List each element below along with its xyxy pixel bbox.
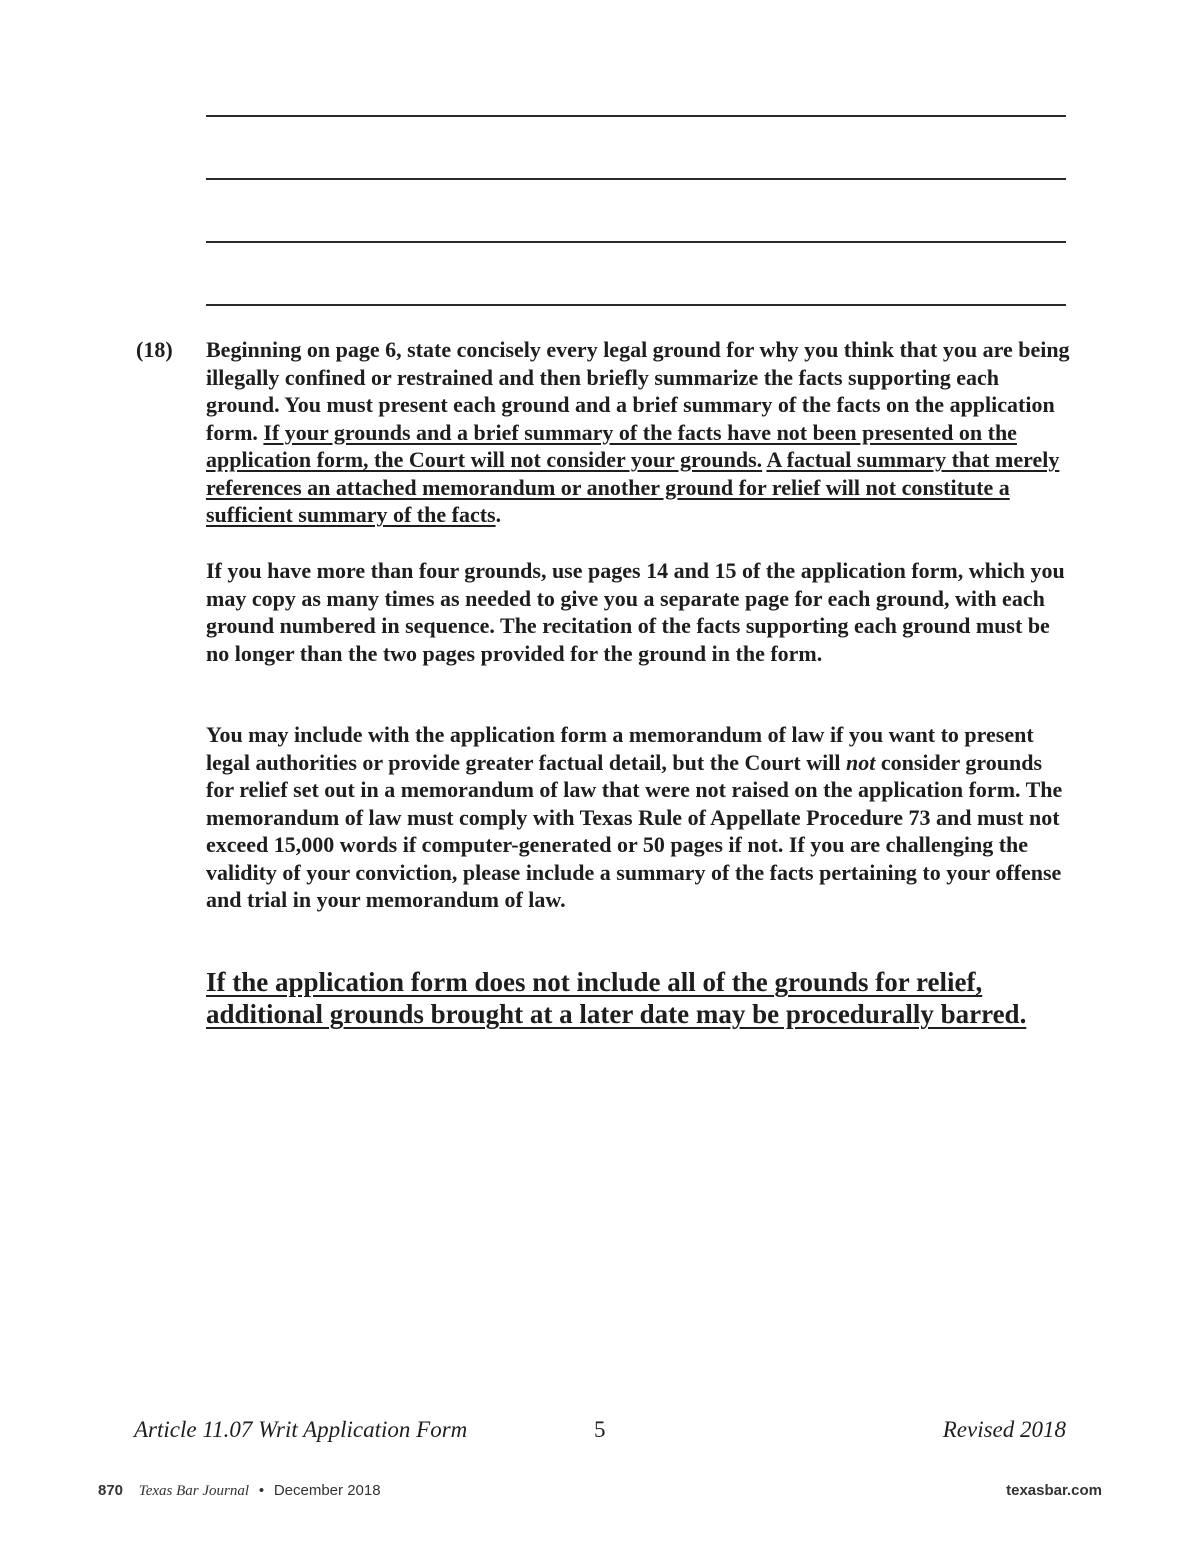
- p3-text-b: consider grounds for relief set out in a memorandum of law that were not raised on the application form. The memorandum of law must comply with Texas Rule of Appellate Procedure 73 and must not exceed 15,000 words if computer-generated or 50 pages if not. If you are challenging the validity of your conviction, please include a summary of the facts pertaining to your offense and trial in your memorandum of law.: [206, 749, 1063, 912]
- p1-text: Beginning on page 6, state concisely every legal ground for why you think that you are being illegally confined or restrained and then briefly summarize the facts supporting each ground. You must present each ground and a brief summary of the facts on the application form.: [206, 337, 1070, 445]
- blank-line-4: [206, 304, 1066, 306]
- footer-revision: Revised 2018: [942, 1417, 1066, 1442]
- instructions-paragraph-3: [206, 721, 1070, 914]
- footer-page-number: 5: [594, 1417, 606, 1442]
- instructions-paragraph-2: If you have more than four grounds, use pages 14 and 15 of the application form, which you may copy as many times as needed to give you a separate page for each ground, with each ground numbered in sequence. The recitation of the facts supporting each ground must be no longer than the two pages provided for the ground in the form.: [206, 558, 1065, 666]
- journal-separator: •: [258, 1482, 265, 1499]
- blank-line-3: [206, 241, 1066, 243]
- p1-underlined-warning: If your grounds and a brief summary of the facts have not been presented on the application form, the Court will not consider your grounds.: [206, 419, 1017, 472]
- item-number: (18): [136, 337, 173, 362]
- p1-period: .: [495, 502, 502, 527]
- p3-emphasis: not: [845, 749, 876, 775]
- journal-footer: [98, 1476, 1102, 1506]
- p3-text-a: You may include with the application form a memorandum of law if you want to present legal authorities or provide greater factual detail, but the Court will: [206, 722, 1034, 775]
- blank-line-1: [206, 115, 1066, 117]
- p1-underlined-summary-rule: A factual summary that merely references an attached memorandum or another ground for relief will not constitute a sufficient summary of the facts: [206, 447, 1060, 527]
- journal-page-number: 870: [98, 1482, 124, 1499]
- journal-date: December 2018: [273, 1482, 381, 1499]
- procedural-bar-warning: If the application form does not include all of the grounds for relief, additional grounds brought at a later date may be procedurally barred.: [206, 967, 1027, 1029]
- instructions-paragraph-1: [206, 336, 1070, 529]
- blank-line-2: [206, 178, 1066, 180]
- journal-name: Texas Bar Journal: [138, 1483, 250, 1499]
- footer-form-name: Article 11.07 Writ Application Form: [134, 1417, 468, 1442]
- journal-website: texasbar.com: [1006, 1482, 1102, 1499]
